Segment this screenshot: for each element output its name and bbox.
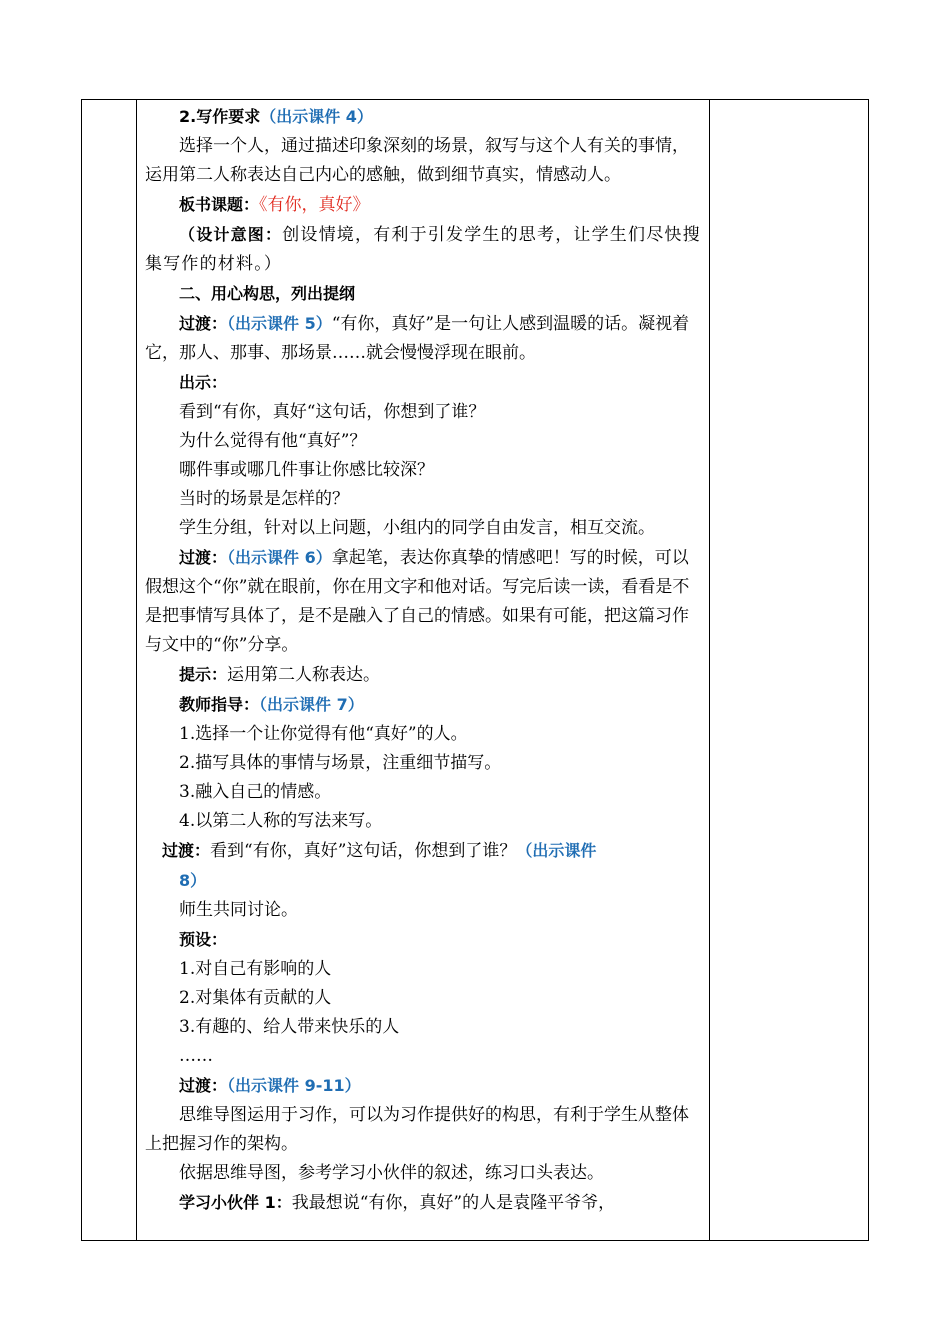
preset-item: 1.对自己有影响的人 <box>179 959 332 979</box>
question-3: 哪件事或哪几件事让你感比较深？ <box>179 460 434 480</box>
transition-1 <box>145 309 703 368</box>
guide-item: 4.以第二人称的写法来写。 <box>179 811 383 831</box>
preset-item: 3.有趣的、给人带来快乐的人 <box>179 1017 400 1037</box>
board-label: 板书课题： <box>179 195 260 214</box>
part2-heading: 二、用心构思，列出提纲 <box>179 284 356 303</box>
transition-3-ref-cont: 8） <box>179 871 207 890</box>
guide-ref: （出示课件 7） <box>259 695 364 714</box>
design-text: 创设情境，有利于引发学生的思考，让学生们尽快搜集写作的材料。） <box>145 225 701 274</box>
tip-line <box>145 660 703 690</box>
mindmap-text: 思维导图运用于习作，可以为习作提供好的构思，有利于学生从整体上把握习作的架构。 <box>145 1105 689 1154</box>
lesson-content <box>145 102 703 1218</box>
section2-heading: 2.写作要求 <box>179 107 261 126</box>
transition-2-ref: （出示课件 6） <box>227 548 332 567</box>
practice-text: 依据思维导图，参考学习小伙伴的叙述，练习口头表达。 <box>179 1163 604 1183</box>
transition-1-label: 过渡： <box>179 314 228 333</box>
transition-2-label: 过渡： <box>179 548 228 567</box>
section2-heading-line <box>145 102 703 132</box>
guide-item: 1.选择一个让你觉得有他“真好”的人。 <box>179 724 468 744</box>
transition-3-ref: （出示课件 <box>516 841 597 860</box>
tip-text: 运用第二人称表达。 <box>227 665 381 685</box>
guide-item: 3.融入自己的情感。 <box>179 782 332 802</box>
transition-3 <box>145 836 703 896</box>
design-note <box>145 220 703 279</box>
guide-label: 教师指导： <box>179 695 260 714</box>
transition-1-ref: （出示课件 5） <box>227 314 332 333</box>
transition-4-ref: （出示课件 9-11） <box>227 1076 361 1095</box>
preset-line <box>145 925 703 955</box>
discussion-text: 师生共同讨论。 <box>179 900 298 920</box>
part2-heading-line <box>145 279 703 309</box>
table-border-top <box>81 99 869 100</box>
table-border-right <box>868 99 869 1241</box>
preset-item: 2.对集体有贡献的人 <box>179 988 332 1008</box>
table-border-left <box>81 99 82 1241</box>
transition-4-label: 过渡： <box>179 1076 228 1095</box>
table-border-col2 <box>709 99 710 1241</box>
preset-label: 预设： <box>179 930 228 949</box>
guide-line <box>145 690 703 720</box>
question-1: 看到“有你，真好“这句话，你想到了谁？ <box>179 402 486 422</box>
partner-line <box>145 1188 703 1218</box>
design-label: （设计意图： <box>179 225 283 244</box>
tip-label: 提示： <box>179 665 228 684</box>
partner-text: 我最想说“有你，真好”的人是袁隆平爷爷， <box>291 1193 616 1213</box>
group-discussion: 学生分组，针对以上问题，小组内的同学自由发言，相互交流。 <box>179 518 655 538</box>
ellipsis: …… <box>179 1046 213 1066</box>
question-2: 为什么觉得有他“真好”？ <box>179 431 367 451</box>
board-title: 《有你，真好》 <box>259 195 370 215</box>
table-border-col1 <box>136 99 137 1241</box>
section2-body: 选择一个人，通过描述印象深刻的场景，叙写与这个人有关的事情，运用第二人称表达自己内心的感触，做到细节真实，情感动人。 <box>145 136 689 185</box>
table-border-bottom <box>81 1240 869 1241</box>
question-4: 当时的场景是怎样的？ <box>179 489 349 509</box>
partner-label: 学习小伙伴 1： <box>179 1193 292 1212</box>
show-line <box>145 368 703 398</box>
guide-item: 2.描写具体的事情与场景，注重细节描写。 <box>179 753 502 773</box>
transition-2-text: 拿起笔，表达你真挚的情感吧！写的时候，可以假想这个“你”就在眼前，你在用文字和他对话。写完后读一读，看看是不是把事情写具体了，是不是融入了自己的情感。如果有可能，把这篇习作与文中的“你”分享。 <box>145 548 690 655</box>
transition-3-text: 看到“有你，真好”这句话，你想到了谁？ <box>210 841 517 861</box>
transition-1-text: “有你，真好”是一句让人感到温暖的话。凝视着它，那人、那事、那场景……就会慢慢浮现在眼前。 <box>145 314 690 363</box>
board-line <box>145 190 703 220</box>
transition-4 <box>145 1071 703 1101</box>
section2-ref: （出示课件 4） <box>260 107 373 126</box>
transition-3-label: 过渡： <box>162 841 211 860</box>
transition-2 <box>145 543 703 660</box>
show-label: 出示： <box>179 373 228 392</box>
